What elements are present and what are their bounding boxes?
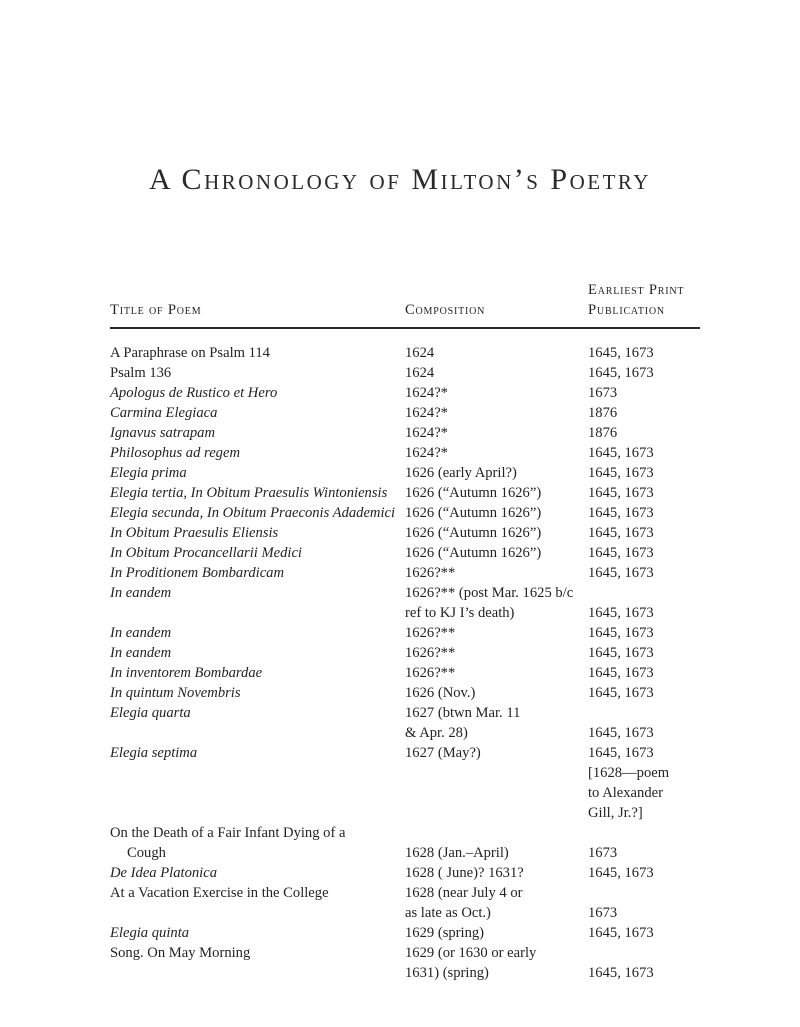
publication-cell [588, 483, 700, 503]
poem-title-cell [110, 363, 405, 383]
cell-line: [1628—poem [588, 765, 670, 781]
cell-line: to Alexander [588, 785, 663, 801]
cell-line: In Proditionem Bombardicam [110, 565, 285, 581]
cell-line: 1645, 1673 [588, 565, 654, 581]
poem-title-cell [110, 383, 405, 403]
cell-line: 1645, 1673 [588, 505, 654, 521]
cell-line: as late as Oct.) [405, 905, 491, 921]
cell-line: 1626 (“Autumn 1626”) [405, 485, 542, 501]
poem-title-cell [110, 823, 405, 863]
cell-line: Elegia quarta [110, 705, 191, 721]
cell-line: 1645, 1673 [588, 865, 654, 881]
publication-cell [588, 363, 700, 383]
composition-cell [405, 863, 588, 883]
column-header-publication [588, 280, 700, 320]
poem-title-cell [110, 443, 405, 463]
table-row [110, 403, 700, 423]
cell-line: 1626 (early April?) [405, 465, 517, 481]
composition-cell [405, 943, 588, 983]
cell-line: Elegia secunda, In Obitum Praeconis Adademici [110, 505, 396, 521]
table-header-row [110, 280, 700, 320]
poem-title-cell [110, 743, 405, 763]
composition-cell [405, 623, 588, 643]
cell-line: Song. On May Morning [110, 945, 251, 961]
cell-line: 1627 (May?) [405, 745, 481, 761]
cell-line: In eandem [110, 585, 172, 601]
publication-cell [588, 463, 700, 483]
poem-title-cell [110, 703, 405, 723]
table-row [110, 683, 700, 703]
publication-cell [588, 683, 700, 703]
cell-line [588, 883, 700, 903]
column-header-title-label: Title of Poem [110, 302, 202, 318]
composition-cell [405, 643, 588, 663]
cell-line: Cough [127, 845, 166, 861]
cell-line: 1673 [588, 905, 618, 921]
cell-line: 1645, 1673 [588, 345, 654, 361]
composition-cell [405, 403, 588, 423]
publication-cell [588, 403, 700, 423]
cell-line: 1628 ( June)? 1631? [405, 865, 524, 881]
cell-line: 1624?* [405, 405, 448, 421]
cell-line: In Obitum Praesulis Eliensis [110, 525, 279, 541]
table-row [110, 643, 700, 663]
composition-cell [405, 703, 588, 743]
poem-title-cell [110, 643, 405, 663]
cell-line: 1645, 1673 [588, 465, 654, 481]
cell-line: Philosophus ad regem [110, 445, 240, 461]
composition-cell [405, 463, 588, 483]
cell-line: & Apr. 28) [405, 725, 468, 741]
poem-title-cell [110, 563, 405, 583]
composition-cell [405, 663, 588, 683]
cell-line: In inventorem Bombardae [110, 665, 263, 681]
publication-cell [588, 503, 700, 523]
cell-line: 1626?** (post Mar. 1625 b/c [405, 585, 574, 601]
cell-line: Elegia tertia, In Obitum Praesulis Wintoniensis [110, 485, 388, 501]
composition-cell [405, 423, 588, 443]
cell-line: 1645, 1673 [588, 365, 654, 381]
table-row [110, 923, 700, 943]
table-row [110, 703, 700, 743]
composition-cell [405, 743, 588, 763]
publication-cell [588, 523, 700, 543]
table-row [110, 823, 700, 863]
publication-cell [588, 623, 700, 643]
publication-cell [588, 863, 700, 883]
cell-line: In quintum Novembris [110, 685, 241, 701]
poem-title-cell [110, 683, 405, 703]
table-row [110, 463, 700, 483]
composition-cell [405, 363, 588, 383]
publication-cell [588, 383, 700, 403]
composition-cell [405, 923, 588, 943]
cell-line: Elegia septima [110, 745, 198, 761]
cell-line: 1624?* [405, 445, 448, 461]
publication-cell [588, 823, 700, 863]
page-title: A Chronology of Milton’s Poetry [149, 163, 651, 196]
poem-title-cell [110, 503, 405, 523]
poem-title-cell [110, 923, 405, 943]
composition-cell [405, 523, 588, 543]
cell-line: 1645, 1673 [588, 665, 654, 681]
cell-line: 1627 (btwn Mar. 11 [405, 705, 521, 721]
cell-line: 1673 [588, 845, 618, 861]
composition-cell [405, 543, 588, 563]
cell-line: 1626 (“Autumn 1626”) [405, 525, 542, 541]
table-row [110, 523, 700, 543]
cell-line: 1626?** [405, 565, 456, 581]
poem-title-cell [110, 943, 405, 963]
table-row [110, 883, 700, 923]
publication-cell [588, 423, 700, 443]
publication-cell [588, 343, 700, 363]
cell-line: On the Death of a Fair Infant Dying of a [110, 825, 346, 841]
cell-line: 1645, 1673 [588, 445, 654, 461]
cell-line: 1645, 1673 [588, 485, 654, 501]
cell-line: 1876 [588, 405, 618, 421]
publication-cell [588, 563, 700, 583]
cell-line: 1673 [588, 385, 618, 401]
poem-title-cell [110, 523, 405, 543]
cell-line: Gill, Jr.?] [588, 805, 643, 821]
poem-title-cell [110, 343, 405, 363]
column-header-title [110, 300, 405, 320]
poem-title-cell [110, 663, 405, 683]
cell-line: Apologus de Rustico et Hero [110, 385, 278, 401]
composition-cell [405, 683, 588, 703]
cell-line: 1645, 1673 [588, 725, 654, 741]
table-row [110, 383, 700, 403]
cell-line: Psalm 136 [110, 365, 172, 381]
table-row [110, 743, 700, 823]
chronology-table [110, 280, 700, 983]
cell-line: In Obitum Procancellarii Medici [110, 545, 302, 561]
cell-line: 1629 (or 1630 or early [405, 945, 537, 961]
cell-line: 1645, 1673 [588, 525, 654, 541]
composition-cell [405, 583, 588, 623]
column-header-composition [405, 300, 588, 320]
table-row [110, 663, 700, 683]
composition-cell [405, 343, 588, 363]
table-row [110, 623, 700, 643]
cell-line: 1626 (“Autumn 1626”) [405, 505, 542, 521]
table-row [110, 443, 700, 463]
cell-line: Carmina Elegiaca [110, 405, 218, 421]
cell-line: 1628 (Jan.–April) [405, 845, 509, 861]
table-body [110, 329, 700, 983]
cell-line: 1645, 1673 [588, 965, 654, 981]
composition-cell [405, 823, 588, 863]
cell-line: 1645, 1673 [588, 625, 654, 641]
publication-cell [588, 663, 700, 683]
cell-line: In eandem [110, 645, 172, 661]
cell-line [588, 943, 700, 963]
cell-line: 1626?** [405, 625, 456, 641]
table-row [110, 483, 700, 503]
poem-title-cell [110, 883, 405, 903]
poem-title-cell [110, 463, 405, 483]
cell-line: 1628 (near July 4 or [405, 885, 523, 901]
table-row [110, 943, 700, 983]
poem-title-cell [110, 583, 405, 603]
publication-cell [588, 743, 700, 823]
composition-cell [405, 383, 588, 403]
table-row [110, 863, 700, 883]
cell-line: 1645, 1673 [588, 745, 654, 761]
publication-cell [588, 443, 700, 463]
publication-cell [588, 883, 700, 923]
poem-title-cell [110, 623, 405, 643]
cell-line: De Idea Platonica [110, 865, 217, 881]
poem-title-cell [110, 403, 405, 423]
composition-cell [405, 563, 588, 583]
cell-line: 1626?** [405, 645, 456, 661]
composition-cell [405, 883, 588, 923]
table-row [110, 343, 700, 363]
poem-title-cell [110, 483, 405, 503]
cell-line: 1876 [588, 425, 618, 441]
cell-line: ref to KJ I’s death) [405, 605, 515, 621]
cell-line: 1645, 1673 [588, 545, 654, 561]
cell-line [588, 703, 700, 723]
cell-line: Ignavus satrapam [110, 425, 215, 441]
publication-cell [588, 543, 700, 563]
cell-line: 1645, 1673 [588, 925, 654, 941]
column-header-composition-label: Composition [405, 302, 486, 318]
publication-header-line2: Publication [588, 302, 665, 318]
table-row [110, 503, 700, 523]
cell-line: 1645, 1673 [588, 645, 654, 661]
cell-line [405, 823, 588, 843]
poem-title-cell [110, 543, 405, 563]
table-row [110, 543, 700, 563]
cell-line: 1645, 1673 [588, 605, 654, 621]
publication-cell [588, 923, 700, 943]
cell-line: 1631) (spring) [405, 965, 489, 981]
publication-cell [588, 583, 700, 623]
cell-line: 1626 (“Autumn 1626”) [405, 545, 542, 561]
cell-line: 1624 [405, 345, 435, 361]
publication-cell [588, 943, 700, 983]
composition-cell [405, 503, 588, 523]
cell-line: Elegia prima [110, 465, 187, 481]
poem-title-cell [110, 423, 405, 443]
table-row [110, 583, 700, 623]
cell-line: 1624?* [405, 385, 448, 401]
publication-cell [588, 643, 700, 663]
cell-line: 1624 [405, 365, 435, 381]
cell-line: In eandem [110, 625, 172, 641]
cell-line: 1624?* [405, 425, 448, 441]
composition-cell [405, 483, 588, 503]
cell-line: A Paraphrase on Psalm 114 [110, 345, 270, 361]
cell-line: 1645, 1673 [588, 685, 654, 701]
cell-line [588, 583, 700, 603]
cell-line: 1629 (spring) [405, 925, 485, 941]
table-row [110, 423, 700, 443]
cell-line: 1626 (Nov.) [405, 685, 476, 701]
composition-cell [405, 443, 588, 463]
cell-line: At a Vacation Exercise in the College [110, 885, 329, 901]
table-row [110, 563, 700, 583]
cell-line: 1626?** [405, 665, 456, 681]
publication-cell [588, 703, 700, 743]
table-row [110, 363, 700, 383]
poem-title-cell [110, 863, 405, 883]
cell-line: Elegia quinta [110, 925, 190, 941]
cell-line [588, 823, 700, 843]
publication-header-line1: Earliest Print [588, 282, 685, 298]
